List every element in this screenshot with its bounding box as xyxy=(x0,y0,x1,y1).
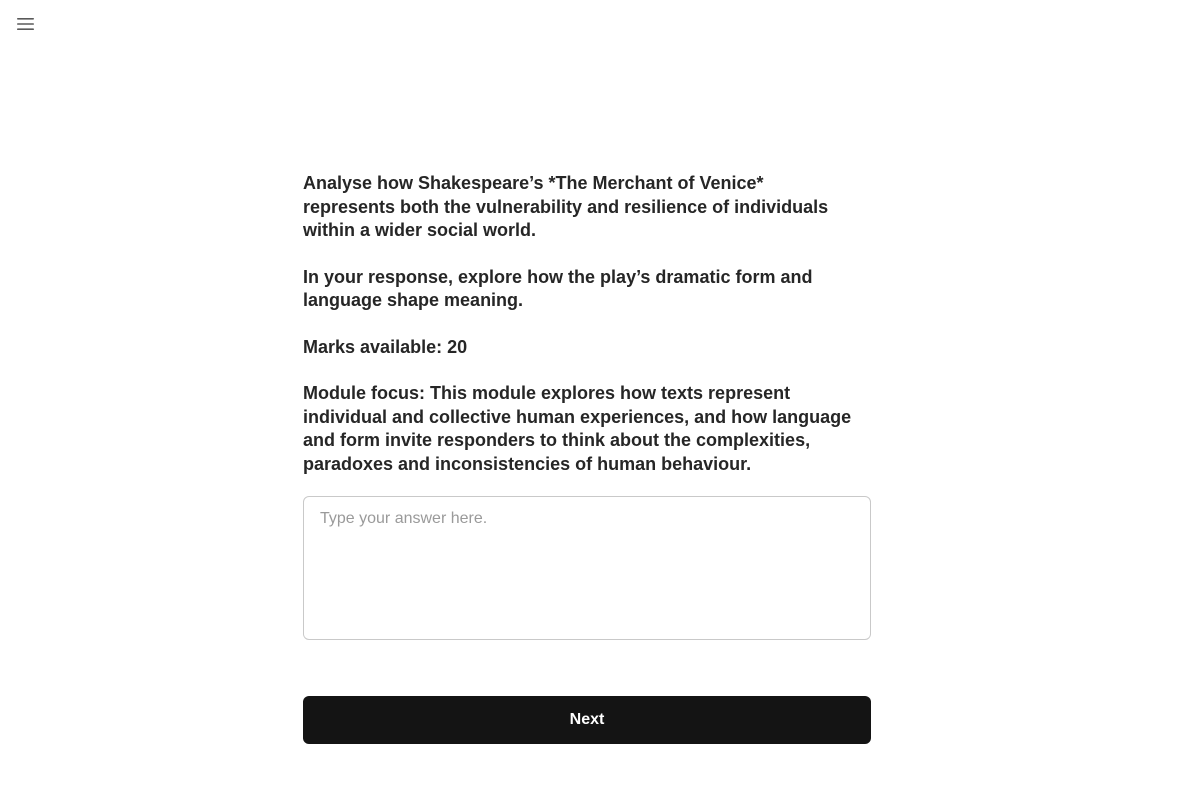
menu-button[interactable] xyxy=(14,12,38,36)
answer-input[interactable] xyxy=(303,496,871,640)
module-focus: Module focus: This module explores how texts represent individual and collective human experiences, and how language and form invite responders to think about the complexities, paradoxes and inconsistencies of human behaviour. xyxy=(303,383,852,474)
hamburger-menu-icon xyxy=(17,17,35,31)
question-instruction: In your response, explore how the play’s dramatic form and language shape meaning. xyxy=(303,266,813,310)
question-panel xyxy=(303,172,871,640)
next-button[interactable]: Next xyxy=(303,696,871,744)
marks-available: Marks available: 20 xyxy=(303,336,468,357)
question-prompt: Analyse how Shakespeare’s *The Merchant of Venice* represents both the vulnerability and resilience of individuals within a wider social world. xyxy=(303,173,829,240)
question-text xyxy=(303,172,871,476)
